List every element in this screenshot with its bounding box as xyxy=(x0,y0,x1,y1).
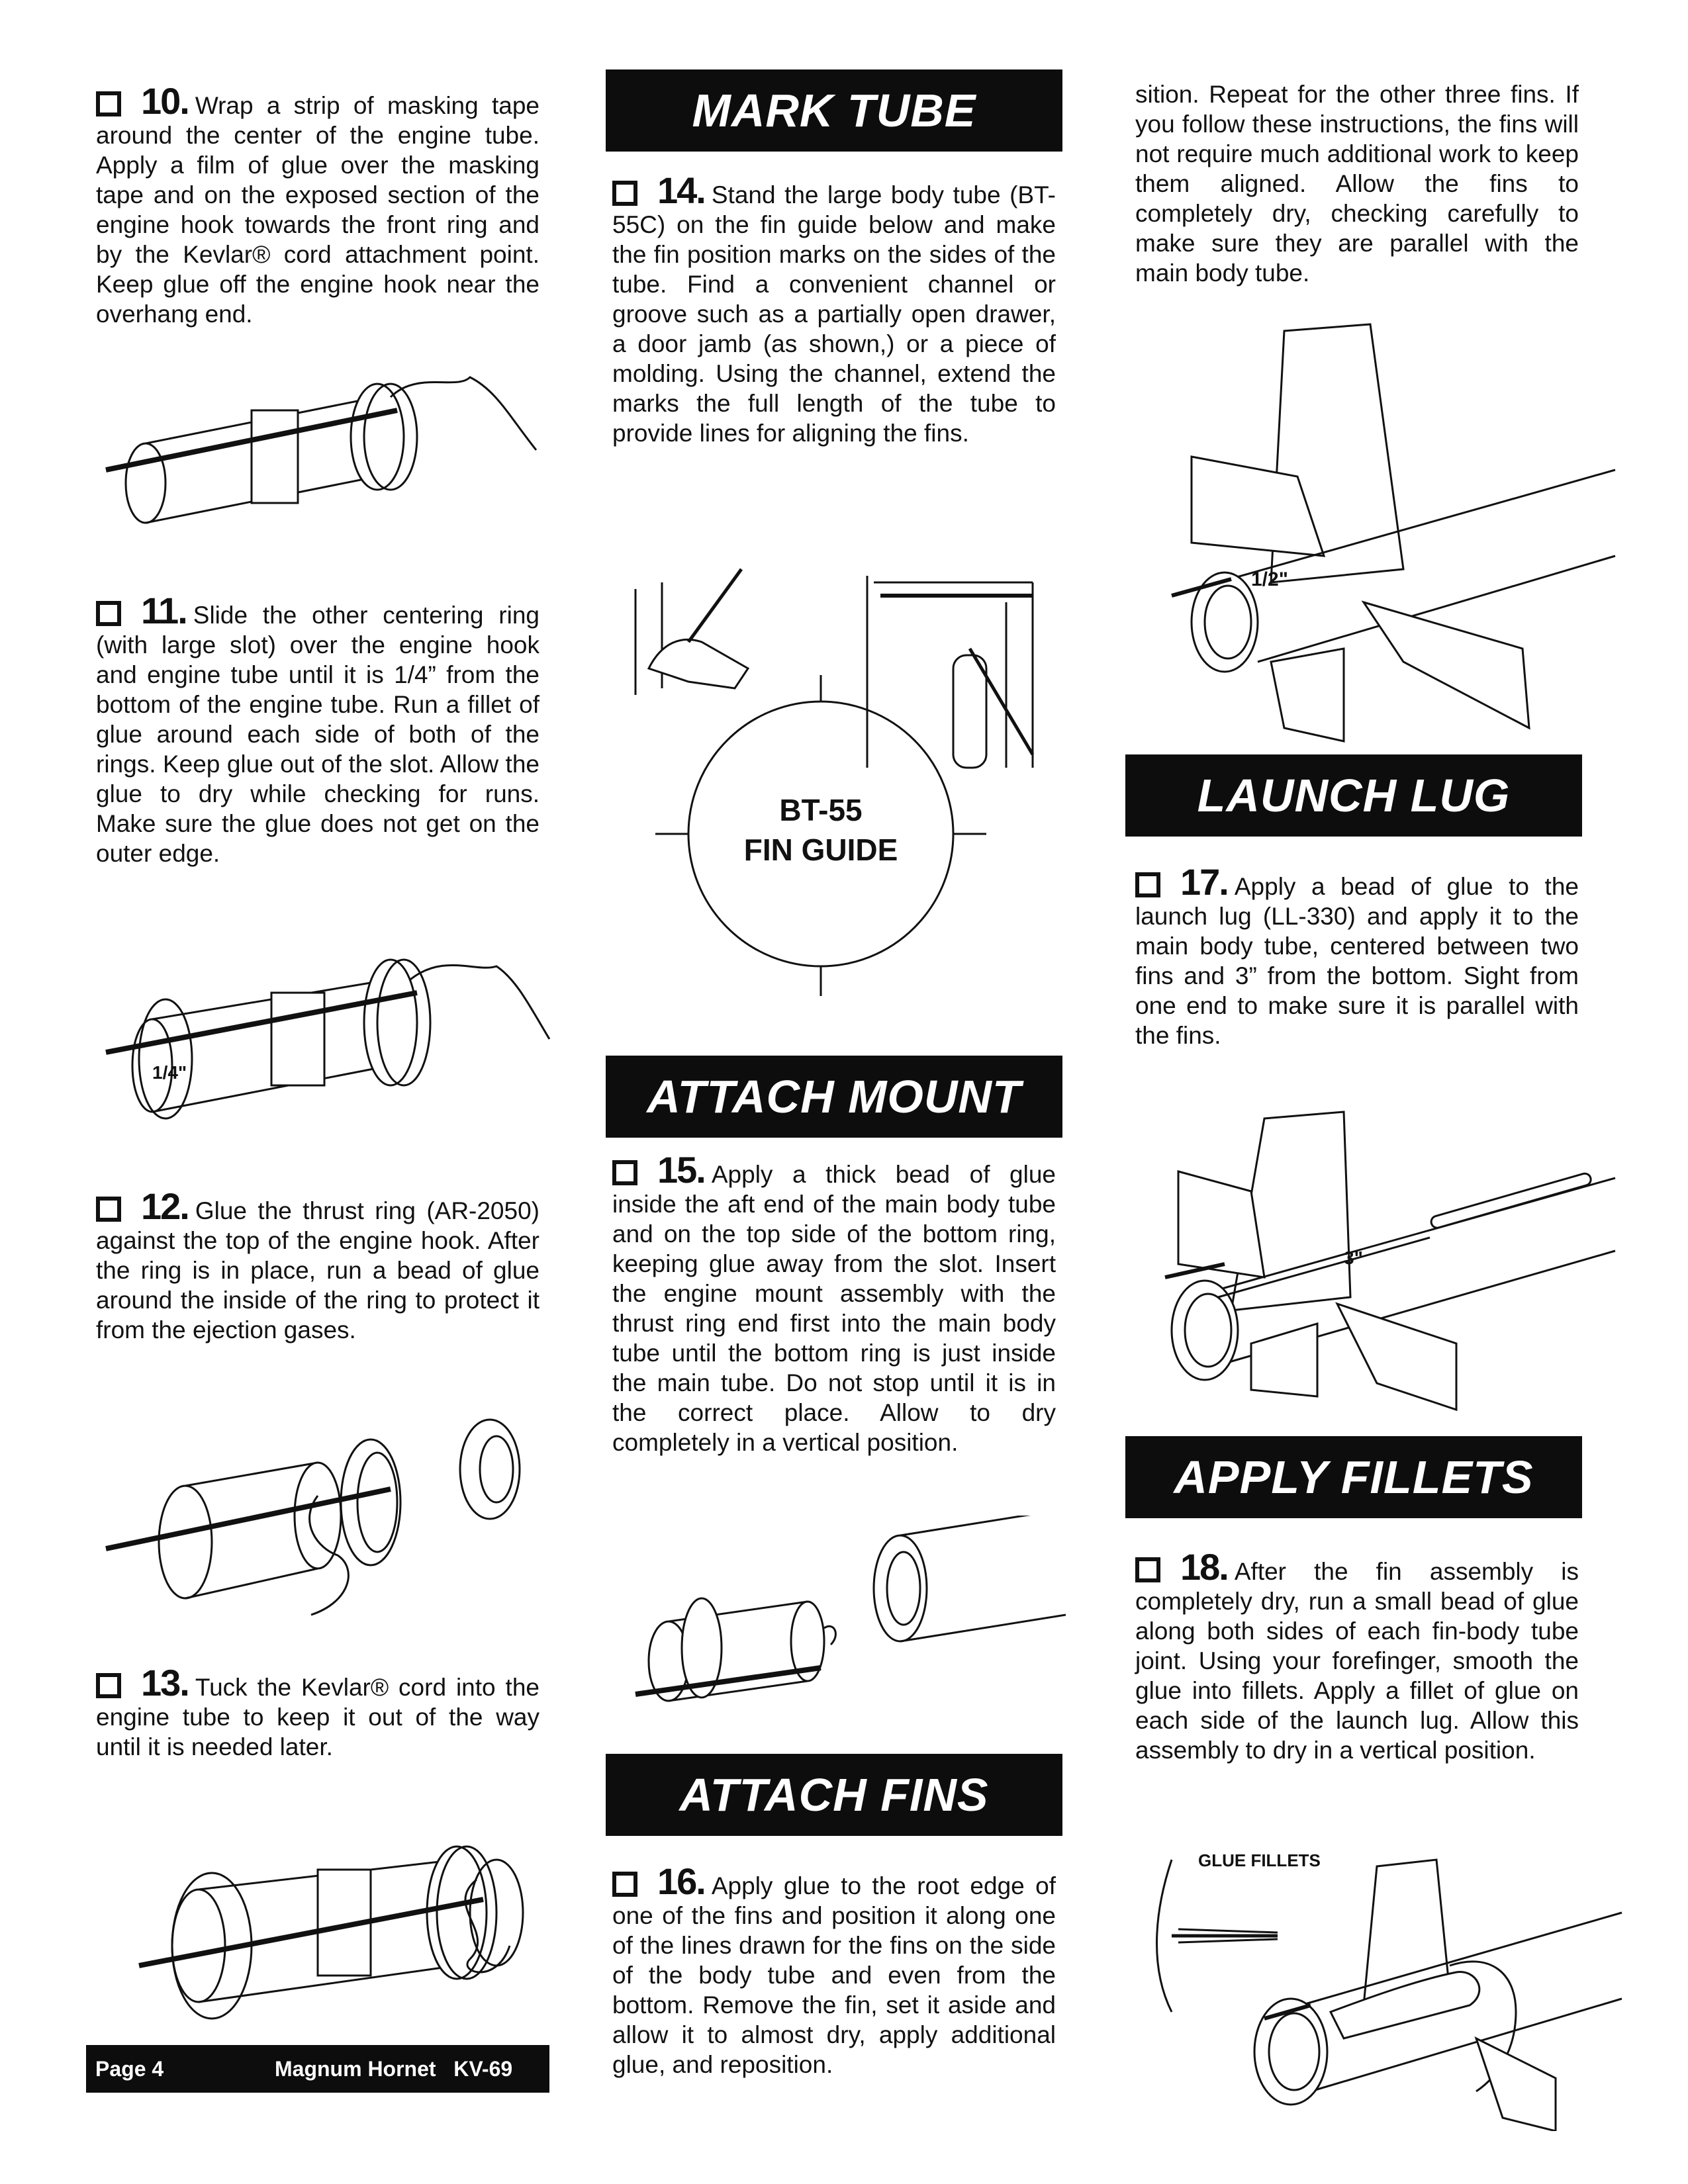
step-14-text: Stand the large body tube (BT-55C) on the fin guide below and make the fin position marks on the sides of the tube. Find a convenient channel or groove such as a partially open drawer, a door jamb (as shown,) or a piece of molding. Using the channel, extend the marks the full length of the tube to provide lines for aligning the fins. xyxy=(612,181,1056,447)
three-inch-label: 3" xyxy=(1344,1248,1363,1268)
step-15-number: 15. xyxy=(657,1149,705,1191)
step-17-number: 17. xyxy=(1180,861,1228,903)
step-14-checkbox[interactable] xyxy=(612,181,637,206)
step-14-number: 14. xyxy=(657,169,705,211)
quarter-inch-label: 1/4" xyxy=(152,1062,187,1083)
step-17-text: Apply a bead of glue to the launch lug (LL-330) and apply it to the main body tube, centered between two fins and 3” from the bottom. Sight from one end to make sure it is parallel with the fins. xyxy=(1135,873,1579,1049)
tuck-cord-figure xyxy=(99,1813,556,2025)
step-10-checkbox[interactable] xyxy=(96,91,121,116)
step-16-continued xyxy=(1135,79,1579,288)
step-16-checkbox[interactable] xyxy=(612,1872,637,1897)
launch-lug-figure xyxy=(1152,1105,1628,1416)
step-11-checkbox[interactable] xyxy=(96,601,121,626)
footer-page-number: Page 4 xyxy=(95,2057,164,2081)
launch-lug-banner xyxy=(1125,754,1582,837)
step-12-number: 12. xyxy=(141,1185,189,1227)
step-13-text: Tuck the Kevlar® cord into the engine tube to keep it out of the way until it is needed later. xyxy=(96,1674,539,1760)
attach-fins-heading: ATTACH FINS xyxy=(679,1769,989,1821)
step-13-checkbox[interactable] xyxy=(96,1673,121,1698)
step-14 xyxy=(612,169,1056,448)
engine-mount-insert-figure xyxy=(609,1516,1066,1721)
step-11 xyxy=(96,590,539,868)
step-12-checkbox[interactable] xyxy=(96,1197,121,1222)
step-10-text: Wrap a strip of masking tape around the center of the engine tube. Apply a film of glue over the masking tape and on the exposed section of the engine hook towards the front ring and by the Kevlar® cord attachment point. Keep glue off the engine hook near the overhang end. xyxy=(96,92,539,328)
step-11-number: 11. xyxy=(141,590,187,631)
fin-guide-figure xyxy=(609,556,1066,1006)
step-15 xyxy=(612,1149,1056,1457)
fin-guide-label-line2: FIN GUIDE xyxy=(743,833,898,867)
centering-ring-figure xyxy=(99,927,556,1138)
fin-guide-label-line1: BT-55 xyxy=(779,793,863,827)
half-inch-label: 1/2" xyxy=(1251,569,1288,590)
step-15-text: Apply a thick bead of glue inside the aft end of the main body tube and on the top side of the bottom ring, keeping glue away from the slot. Insert the engine mount assembly with the thrust ring end first into the main body tube until the bottom ring is just inside the main tube. Do not stop until it is in the correct place. Allow to dry completely in a vertical position. xyxy=(612,1161,1056,1456)
apply-fillets-heading: APPLY FILLETS xyxy=(1174,1451,1534,1503)
step-12 xyxy=(96,1185,539,1345)
mark-tube-heading: MARK TUBE xyxy=(692,85,976,136)
fin-attached-figure xyxy=(1152,318,1628,754)
step-15-checkbox[interactable] xyxy=(612,1160,637,1185)
attach-fins-banner xyxy=(606,1754,1062,1836)
engine-tube-tape-figure xyxy=(99,351,556,549)
step-17 xyxy=(1135,861,1579,1050)
step-11-text: Slide the other centering ring (with large slot) over the engine hook and engine tube until it is 1/4” from the bottom of the engine tube. Run a fillet of glue around each side of both of the rings. Keep glue out of the slot. Allow the glue to dry while checking for runs. Make sure the glue does not get on the outer edge. xyxy=(96,602,539,867)
step-10-number: 10. xyxy=(141,80,189,122)
step-16-number: 16. xyxy=(657,1860,705,1902)
mark-tube-banner xyxy=(606,69,1062,152)
page-footer xyxy=(86,2045,549,2093)
step-18-checkbox[interactable] xyxy=(1135,1557,1160,1582)
step-16-continued-text: sition. Repeat for the other three fins. If you follow these instructions, the fins will not require much additional work to keep them aligned. Allow the fins to completely dry, checking carefully to make sure they are parallel with the main body tube. xyxy=(1135,81,1579,287)
step-16 xyxy=(612,1860,1056,2079)
step-18 xyxy=(1135,1546,1579,1765)
attach-mount-banner xyxy=(606,1056,1062,1138)
step-16-text: Apply glue to the root edge of one of the fins and position it along one of the lines drawn for the fins on the side of the body tube and even from the bottom. Remove the fin, set it aside and allow it to almost dry, apply additional glue, and reposition. xyxy=(612,1872,1056,2078)
launch-lug-heading: LAUNCH LUG xyxy=(1197,770,1511,821)
attach-mount-heading: ATTACH MOUNT xyxy=(647,1071,1021,1122)
step-17-checkbox[interactable] xyxy=(1135,872,1160,897)
glue-fillets-figure xyxy=(1145,1840,1635,2131)
step-10 xyxy=(96,80,539,329)
step-13 xyxy=(96,1662,539,1762)
step-12-text: Glue the thrust ring (AR-2050) against the top of the engine hook. After the ring is in place, run a bead of glue around the inside of the ring to protect it from the ejection gases. xyxy=(96,1197,539,1343)
apply-fillets-banner xyxy=(1125,1436,1582,1518)
step-18-number: 18. xyxy=(1180,1546,1228,1588)
step-18-text: After the fin assembly is completely dry, run a small bead of glue along both sides of each fin-body tube joint. Using your forefinger, smooth the glue into fillets. Apply a fillet of glue on each side of the launch lug. Allow this assembly to dry in a vertical position. xyxy=(1135,1558,1579,1764)
step-13-number: 13. xyxy=(141,1662,189,1704)
glue-fillets-label: GLUE FILLETS xyxy=(1198,1850,1321,1870)
thrust-ring-figure xyxy=(99,1416,556,1628)
footer-kit-title: Magnum Hornet KV-69 xyxy=(275,2057,513,2081)
